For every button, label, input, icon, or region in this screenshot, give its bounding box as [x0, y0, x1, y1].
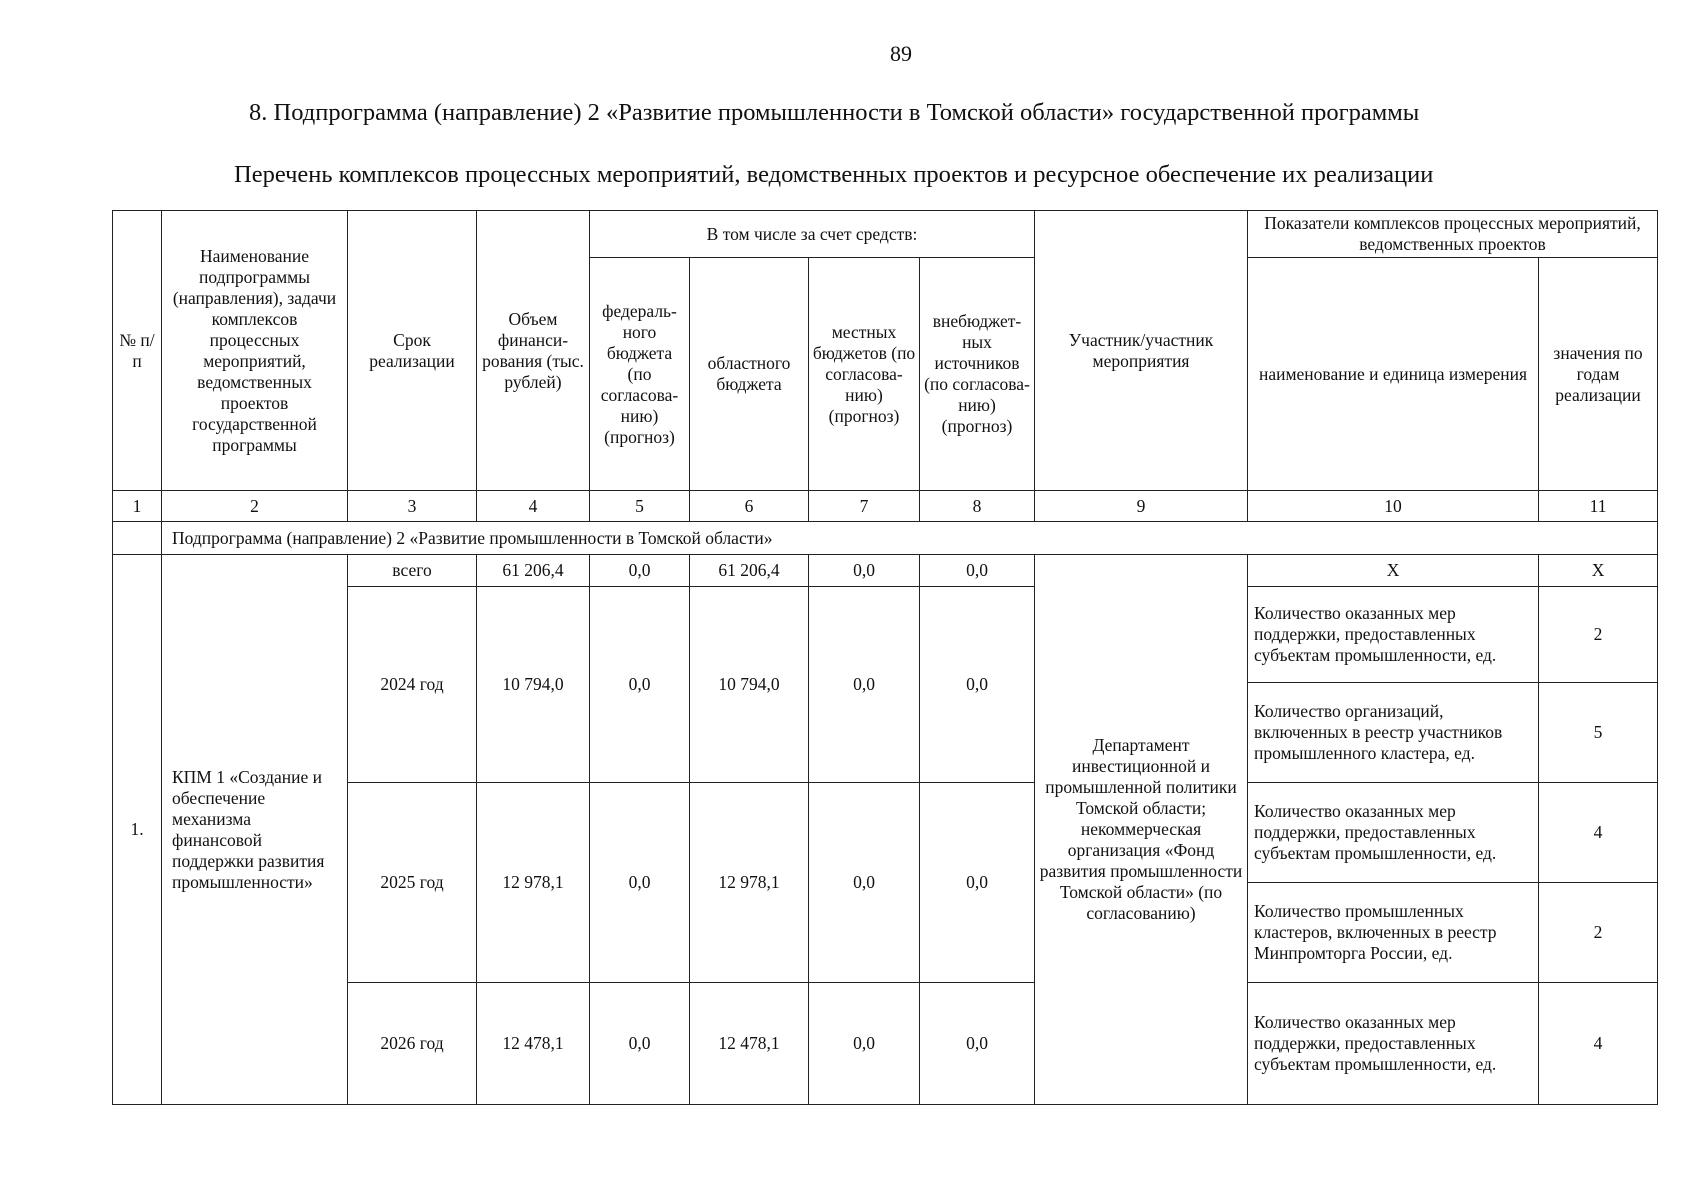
term-cell: 2024 год	[348, 587, 477, 783]
indicator-value: 4	[1539, 983, 1658, 1105]
indicator-value: 5	[1539, 683, 1658, 783]
indicator-name: Количество оказанных мер поддержки, предоставленных субъектам промышленности, ед.	[1248, 783, 1539, 883]
local-cell: 0,0	[809, 783, 920, 983]
header-federal: федераль-ного бюджета (по согласова-нию) (прогноз)	[590, 258, 690, 491]
page-number: 89	[890, 41, 912, 66]
header-indicator-name: наименование и единица измерения	[1248, 258, 1539, 491]
column-number: 6	[690, 491, 809, 522]
extra-cell: 0,0	[920, 555, 1035, 587]
header-local: местных бюджетов (по согласова-нию) (прогноз)	[809, 258, 920, 491]
regional-cell: 61 206,4	[690, 555, 809, 587]
indicator-name: X	[1248, 555, 1539, 587]
header-term: Срок реализации	[348, 211, 477, 491]
volume-cell: 10 794,0	[477, 587, 590, 783]
extra-cell: 0,0	[920, 983, 1035, 1105]
item-name: КПМ 1 «Создание и обеспечение механизма финансовой поддержки развития промышленности»	[162, 555, 348, 1105]
column-number: 4	[477, 491, 590, 522]
federal-cell: 0,0	[590, 983, 690, 1105]
federal-cell: 0,0	[590, 555, 690, 587]
volume-cell: 12 478,1	[477, 983, 590, 1105]
program-table	[112, 210, 1658, 1105]
indicator-value: X	[1539, 555, 1658, 587]
extra-cell: 0,0	[920, 783, 1035, 983]
header-indicator-values: значения по годам реализации	[1539, 258, 1658, 491]
local-cell: 0,0	[809, 983, 920, 1105]
term-cell: всего	[348, 555, 477, 587]
participant-cell: Департамент инвестиционной и промышленной политики Томской области; некоммерческая организация «Фонд развития промышленности Томской области» (по согласованию)	[1035, 555, 1248, 1105]
local-cell: 0,0	[809, 555, 920, 587]
subprogram-row	[113, 522, 1658, 555]
header-volume: Объем финанси-рования (тыс. рублей)	[477, 211, 590, 491]
header-indicators-group: Показатели комплексов процессных мероприятий, ведомственных проектов	[1248, 211, 1658, 258]
header-name: Наименование подпрограммы (направления), задачи комплексов процессных мероприятий, ведомственных проектов государственной программы	[162, 211, 348, 491]
header-regional: областного бюджета	[690, 258, 809, 491]
term-cell: 2026 год	[348, 983, 477, 1105]
header-extra: внебюджет-ных источников (по согласова-нию) (прогноз)	[920, 258, 1035, 491]
table-row	[113, 555, 1658, 587]
federal-cell: 0,0	[590, 783, 690, 983]
column-number: 11	[1539, 491, 1658, 522]
column-numbers-row	[113, 491, 1658, 522]
term-cell: 2025 год	[348, 783, 477, 983]
header-sources-group: В том числе за счет средств:	[590, 211, 1035, 258]
section-title: 8. Подпрограмма (направление) 2 «Развитие промышленности в Томской области» государственной программы	[249, 99, 1420, 126]
volume-cell: 12 978,1	[477, 783, 590, 983]
regional-cell: 12 978,1	[690, 783, 809, 983]
empty-cell	[113, 522, 162, 555]
column-number: 8	[920, 491, 1035, 522]
column-number: 5	[590, 491, 690, 522]
indicator-value: 4	[1539, 783, 1658, 883]
column-number: 2	[162, 491, 348, 522]
federal-cell: 0,0	[590, 587, 690, 783]
indicator-name: Количество оказанных мер поддержки, предоставленных субъектам промышленности, ед.	[1248, 587, 1539, 683]
column-number: 1	[113, 491, 162, 522]
header-no: № п/п	[113, 211, 162, 491]
indicator-name: Количество оказанных мер поддержки, предоставленных субъектам промышленности, ед.	[1248, 983, 1539, 1105]
indicator-value: 2	[1539, 587, 1658, 683]
column-number: 3	[348, 491, 477, 522]
header-participant: Участник/участник мероприятия	[1035, 211, 1248, 491]
indicator-name: Количество организаций, включенных в реестр участников промышленного кластера, ед.	[1248, 683, 1539, 783]
table-subtitle: Перечень комплексов процессных мероприятий, ведомственных проектов и ресурсное обеспечение их реализации	[234, 161, 1434, 188]
regional-cell: 12 478,1	[690, 983, 809, 1105]
column-number: 10	[1248, 491, 1539, 522]
column-number: 7	[809, 491, 920, 522]
volume-cell: 61 206,4	[477, 555, 590, 587]
column-number: 9	[1035, 491, 1248, 522]
subprogram-title: Подпрограмма (направление) 2 «Развитие промышленности в Томской области»	[162, 522, 1658, 555]
local-cell: 0,0	[809, 587, 920, 783]
indicator-name: Количество промышленных кластеров, включенных в реестр Минпромторга России, ед.	[1248, 883, 1539, 983]
regional-cell: 10 794,0	[690, 587, 809, 783]
item-number: 1.	[113, 555, 162, 1105]
extra-cell: 0,0	[920, 587, 1035, 783]
indicator-value: 2	[1539, 883, 1658, 983]
